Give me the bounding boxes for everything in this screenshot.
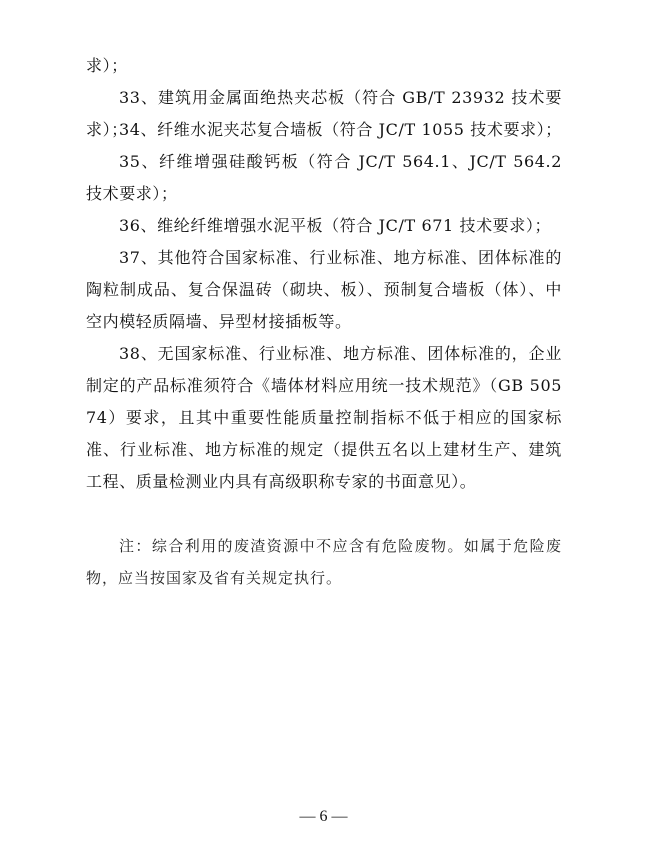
paragraph-item-34: 34、纤维水泥夹芯复合墙板（符合 JC/T 1055 技术要求）；	[119, 120, 562, 139]
paragraph-item-37: 37、其他符合国家标准、行业标准、地方标准、团体标准的陶粒制成品、复合保温砖（砌块、板）、预制复合墙板（体）、中空内模轻质隔墙、异型材接插板等。	[86, 248, 562, 331]
paragraph-item-38: 38、无国家标准、行业标准、地方标准、团体标准的，企业制定的产品标准须符合《墙体材料应用统一技术规范》（GB 50574）要求，且其中重要性能质量控制指标不低于相应的国家标准、行业标准、地方标准的规定（提供五名以上建材生产、建筑工程、质量检测业内具有高级职称专家的书面意见）。	[86, 344, 562, 491]
paragraph-item-33: 33、建筑用金属面绝热夹芯板（符合 GB/T 23932 技术要求）；	[86, 88, 562, 139]
footnote-note: 注：综合利用的废渣资源中不应含有危险废物。如属于危险废物，应当按国家及省有关规定执行。	[86, 537, 562, 587]
page-number: — 6 —	[299, 808, 348, 825]
paragraph-item-35: 35、纤维增强硅酸钙板（符合 JC/T 564.1、JC/T 564.2 技术要求）；	[86, 152, 562, 203]
paragraph-continuation: 求）；	[86, 56, 128, 75]
paragraph-item-36: 36、维纶纤维增强水泥平板（符合 JC/T 671 技术要求）；	[119, 216, 552, 235]
